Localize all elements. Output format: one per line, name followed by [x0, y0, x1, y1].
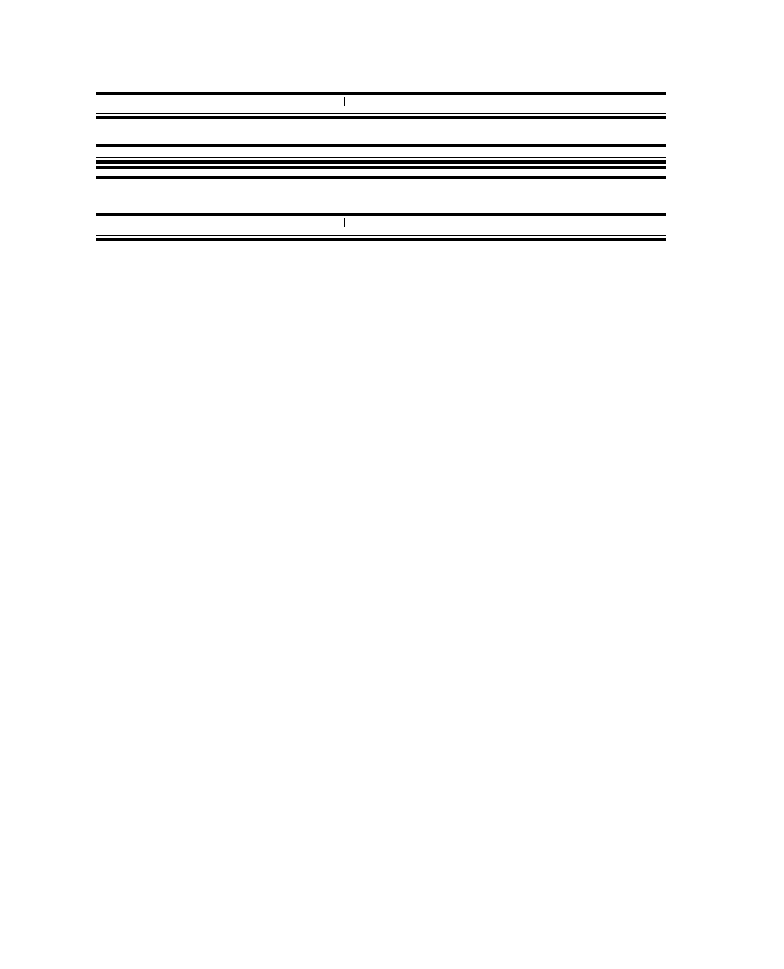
fpl-header-quantity	[404, 216, 466, 234]
kit-header-models	[96, 95, 340, 113]
ar-footnote	[96, 119, 666, 132]
fpl-header-row	[96, 216, 666, 234]
insulation-chart-header	[96, 147, 666, 157]
insulation-header-length	[541, 147, 666, 157]
insulation-header-row	[96, 147, 666, 157]
kit-header-row	[96, 95, 666, 113]
insulation-header-thickness	[246, 147, 406, 157]
scan-top-fragments	[0, 0, 784, 8]
kit-header-piece-number	[340, 95, 404, 113]
insulation-header-piece-no	[96, 147, 246, 157]
sealing-instructions	[96, 169, 666, 176]
functional-parts-list-title	[96, 179, 666, 213]
fpl-header-piece-number	[340, 216, 404, 234]
insulation-header-width	[406, 147, 541, 157]
fpl-header-description	[466, 216, 666, 234]
sheet-content	[96, 92, 666, 321]
fpl-header-table	[96, 216, 666, 234]
insulation-chart-title	[96, 132, 666, 144]
kit-header-quantity	[404, 95, 466, 113]
kit-header-description	[466, 95, 666, 113]
kit-parts-table	[96, 95, 666, 113]
page-bottom-space	[96, 241, 666, 321]
fpl-header-models	[96, 216, 340, 234]
